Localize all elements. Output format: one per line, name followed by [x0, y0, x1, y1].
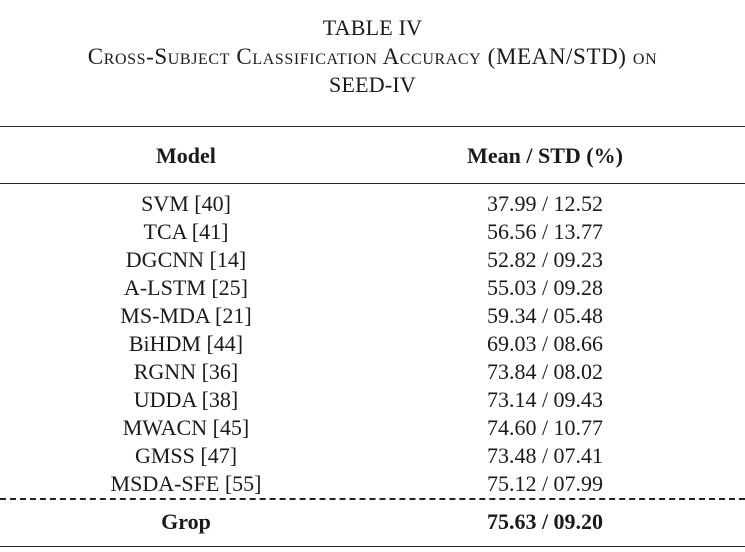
table-title-continued: SEED-IV — [329, 72, 416, 97]
table-row-score: 69.03 / 08.66 — [486, 331, 604, 356]
bottom-rule — [0, 546, 745, 547]
table-row-score: 37.99 / 12.52 — [486, 191, 604, 216]
table-row-model: GMSS [47] — [134, 443, 238, 468]
table-row-score: 73.84 / 08.02 — [486, 359, 604, 384]
table-row-score: 59.34 / 05.48 — [486, 303, 604, 328]
table-row-model: UDDA [38] — [133, 387, 239, 412]
table-row-score: 55.03 / 09.28 — [486, 275, 604, 300]
dashed-separator — [0, 498, 745, 500]
table-row-score: 74.60 / 10.77 — [486, 415, 604, 440]
table-row-score: 73.48 / 07.41 — [486, 443, 604, 468]
header-rule — [0, 183, 745, 184]
table-row-score: 73.14 / 09.43 — [486, 387, 604, 412]
top-rule — [0, 126, 745, 127]
table-title: Cross-Subject Classification Accuracy (MEAN/STD) on — [87, 44, 658, 69]
table-row-score: 56.56 / 13.77 — [486, 219, 604, 244]
column-header-model: Model — [156, 143, 216, 168]
table-row-model: MSDA-SFE [55] — [110, 471, 262, 496]
table-row-score: 75.12 / 07.99 — [486, 471, 604, 496]
table-row-model: TCA [41] — [143, 219, 229, 244]
proposed-model-name: Grop — [161, 509, 211, 534]
table-row-model: BiHDM [44] — [128, 331, 244, 356]
table-row-model: RGNN [36] — [133, 359, 239, 384]
table-row-model: A-LSTM [25] — [123, 275, 249, 300]
table-row-score: 52.82 / 09.23 — [486, 247, 604, 272]
table-row-model: SVM [40] — [141, 191, 231, 216]
table-row-model: MWACN [45] — [122, 415, 250, 440]
table-row-model: DGCNN [14] — [125, 247, 247, 272]
column-header-score: Mean / STD (%) — [467, 143, 623, 168]
proposed-model-score: 75.63 / 09.20 — [486, 509, 604, 534]
table-row-model: MS-MDA [21] — [120, 303, 252, 328]
table-number: TABLE IV — [322, 15, 423, 40]
